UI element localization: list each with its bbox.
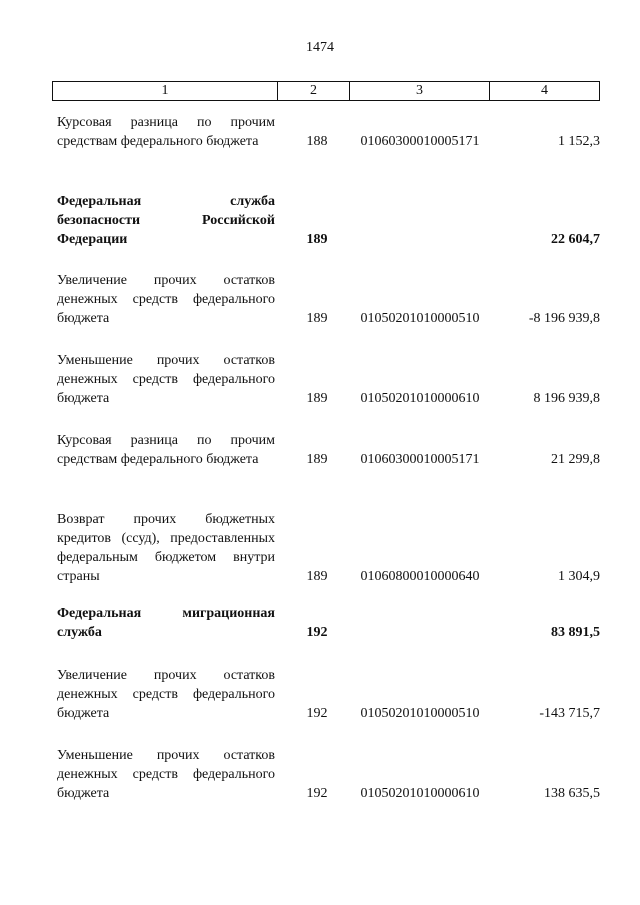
row-code: 189: [306, 232, 328, 247]
table-row: [57, 666, 600, 723]
row-amount: 1 152,3: [558, 134, 600, 149]
row-kbk: 01050201010000510: [360, 311, 480, 326]
row-name: Уменьшение прочих остатков денежных средств федерального бюджета: [57, 353, 275, 406]
table-header: [52, 81, 600, 101]
row-name: Увеличение прочих остатков денежных средств федерального бюджета: [57, 273, 275, 326]
row-name: Увеличение прочих остатков денежных средств федерального бюджета: [57, 668, 275, 721]
row-name: Федеральная миграционная служба: [57, 606, 275, 640]
row-code: 189: [306, 569, 328, 584]
row-name: Уменьшение прочих остатков денежных средств федерального бюджета: [57, 748, 275, 801]
row-kbk: 01050201010000510: [360, 706, 480, 721]
row-amount: 22 604,7: [551, 232, 600, 247]
row-amount: 138 635,5: [544, 786, 600, 801]
row-amount: 8 196 939,8: [533, 391, 600, 406]
row-name: Возврат прочих бюджетных кредитов (ссуд), предоставленных федеральным бюджетом внутри страны: [57, 512, 275, 584]
table-row: [57, 113, 600, 151]
table-row: [57, 746, 600, 803]
row-kbk: 01060800010000640: [360, 569, 480, 584]
table-row: [57, 510, 600, 586]
row-amount: 1 304,9: [558, 569, 600, 584]
row-code: 192: [306, 786, 328, 801]
row-code: 189: [306, 311, 328, 326]
header-col-4: 4: [541, 83, 548, 98]
row-amount: 83 891,5: [551, 625, 600, 640]
row-name: Курсовая разница по прочим средствам федерального бюджета: [57, 433, 275, 467]
table-row: [57, 271, 600, 328]
row-code: 192: [306, 706, 328, 721]
row-code: 189: [306, 452, 328, 467]
row-kbk: 01060300010005171: [360, 134, 480, 149]
row-amount: 21 299,8: [551, 452, 600, 467]
table-row: [57, 431, 600, 469]
page-number: 1474: [306, 40, 334, 55]
row-code: 192: [306, 625, 328, 640]
table-row: [57, 604, 600, 642]
row-amount: -143 715,7: [539, 706, 600, 721]
header-col-1: 1: [53, 82, 278, 100]
row-kbk: 01060300010005171: [360, 452, 480, 467]
header-col-3: 3: [350, 82, 490, 100]
row-code: 189: [306, 391, 328, 406]
row-kbk: 01050201010000610: [360, 786, 480, 801]
header-col-2: 2: [278, 82, 350, 100]
table-row: [57, 351, 600, 408]
table-row: [57, 192, 600, 249]
row-name: Федеральная служба безопасности Российской Федерации: [57, 194, 275, 247]
row-code: 188: [306, 134, 328, 149]
row-amount: -8 196 939,8: [528, 311, 600, 326]
row-kbk: 01050201010000610: [360, 391, 480, 406]
row-name: Курсовая разница по прочим средствам федерального бюджета: [57, 115, 275, 149]
